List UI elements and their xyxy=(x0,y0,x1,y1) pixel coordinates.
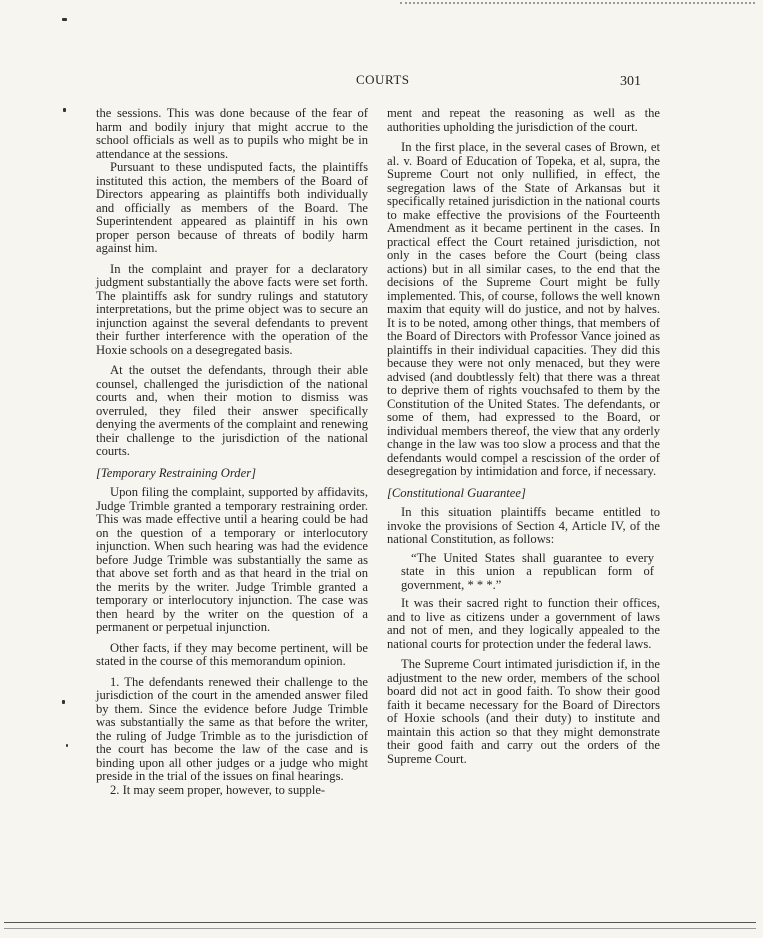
paragraph: In the first place, in the several cases of Brown, et al. v. Board of Education of Topeka, et al, supra, the Supreme Court not only nullified, in effect, the segregation laws of the State of Arkansas but it specifically retained jurisdiction in the national courts to make effective the provisions of the Fourteenth Amendment as it became pertinent in the cases. In practical effect the Court retained jurisdiction, not only in the cases before the Court (being class actions) but in all similar cases, to the end that the decisions of the Supreme Court might be fully implemented. This, of course, follows the well known maxim that equity will do justice, and not by halves. It is to be noted, among other things, that members of the Board of Directors with Professor Vance joined as plaintiffs in their individual capacities. They did this because they were not only menaced, but they were advised (and doubtlessly felt) that there was a threat to deprive them of rights vouchsafed to them by the Constitution of the United States. The defendants, or some of them, had expressed to the Board, or individual members thereof, the view that any orderly change in the law was too slow a process and that the defendants would compel a rescission of the order of desegregation by intimidation and force, if necessary. xyxy=(387,140,660,478)
scan-speck xyxy=(62,700,65,704)
paragraph: Other facts, if they may become pertinent, will be stated in the course of this memorandum opinion. xyxy=(96,640,368,668)
paragraph: Upon filing the complaint, supported by affidavits, Judge Trimble granted a temporary restraining order. This was made effective until a hearing could be had on the question of a temporary or interlocutory injunction. When such hearing was had the evidence before Judge Trimble was substantially the same as that above set forth and as that heard in the trial on the merits by the writer. Judge Trimble granted a temporary or interlocutory injunction. The case was then heard by the writer on the question of a permanent or perpetual injunction. xyxy=(96,485,368,634)
left-column xyxy=(96,107,368,797)
paragraph: 1. The defendants renewed their challenge to the jurisdiction of the court in the amended answer filed by them. Since the evidence before Judge Trimble was substantially the same as that before the writer, the ruling of Judge Trimble as to the jurisdiction of the court has become the law of the case and is binding upon all other judges or a judge who might preside in the trial of the issues on final hearings. xyxy=(96,674,368,783)
scan-speck xyxy=(66,744,68,747)
right-column xyxy=(387,107,660,766)
paragraph: In this situation plaintiffs became entitled to invoke the provisions of Section 4, Article IV, of the national Constitution, as follows: xyxy=(387,505,660,546)
block-quote: “The United States shall guarantee to every state in this union a republican form of government, * * *.” xyxy=(401,550,654,592)
paragraph: 2. It may seem proper, however, to supple- xyxy=(110,782,326,797)
running-header: COURTS xyxy=(356,72,410,87)
section-heading: [Constitutional Guarantee] xyxy=(387,485,526,500)
scan-speck xyxy=(63,108,66,112)
scan-speck xyxy=(62,18,67,21)
paragraph: It was their sacred right to function their offices, and to live as citizens under a government of laws and not of men, and they logically appealed to the national courts for protection under the federal laws. xyxy=(387,596,660,651)
paragraph: Pursuant to these undisputed facts, the plaintiffs instituted this action, the members of the Board of Directors appearing as plaintiffs both individually and officially as members of the Board. The Superintendent appeared as plaintiff in his own proper person because of threats of bodily harm against him. xyxy=(96,160,368,255)
page-number: 301 xyxy=(620,74,641,89)
section-heading: [Temporary Restraining Order] xyxy=(96,465,256,480)
paragraph: The Supreme Court intimated jurisdiction if, in the adjustment to the new order, members of the school board did not act in good faith. To show their good faith it became necessary for the Board of Directors of Hoxie schools (and their duty) to institute and maintain this action so that they might demonstrate their good faith and carry out the orders of the Supreme Court. xyxy=(387,657,660,766)
top-dotted-border xyxy=(400,2,755,4)
bottom-rule-secondary xyxy=(4,928,756,929)
bottom-rule xyxy=(4,922,756,923)
paragraph: At the outset the defendants, through their able counsel, challenged the jurisdiction of the national courts and, when their motion to dismiss was overruled, they filed their answer specifically denying the averments of the complaint and renewing their challenge to the jurisdiction of the national courts. xyxy=(96,363,368,458)
paragraph: the sessions. This was done because of the fear of harm and bodily injury that might accrue to the school officials as well as to pupils who might be in attendance at the sessions. xyxy=(96,106,368,161)
paragraph: ment and repeat the reasoning as well as the authorities upholding the jurisdiction of the court. xyxy=(387,106,660,134)
paragraph: In the complaint and prayer for a declaratory judgment substantially the above facts were set forth. The plaintiffs ask for sundry rulings and statutory interpretations, but the prime object was to secure an injunction against the several defendants to prevent their further interference with the operation of the Hoxie schools on a desegregated basis. xyxy=(96,261,368,357)
